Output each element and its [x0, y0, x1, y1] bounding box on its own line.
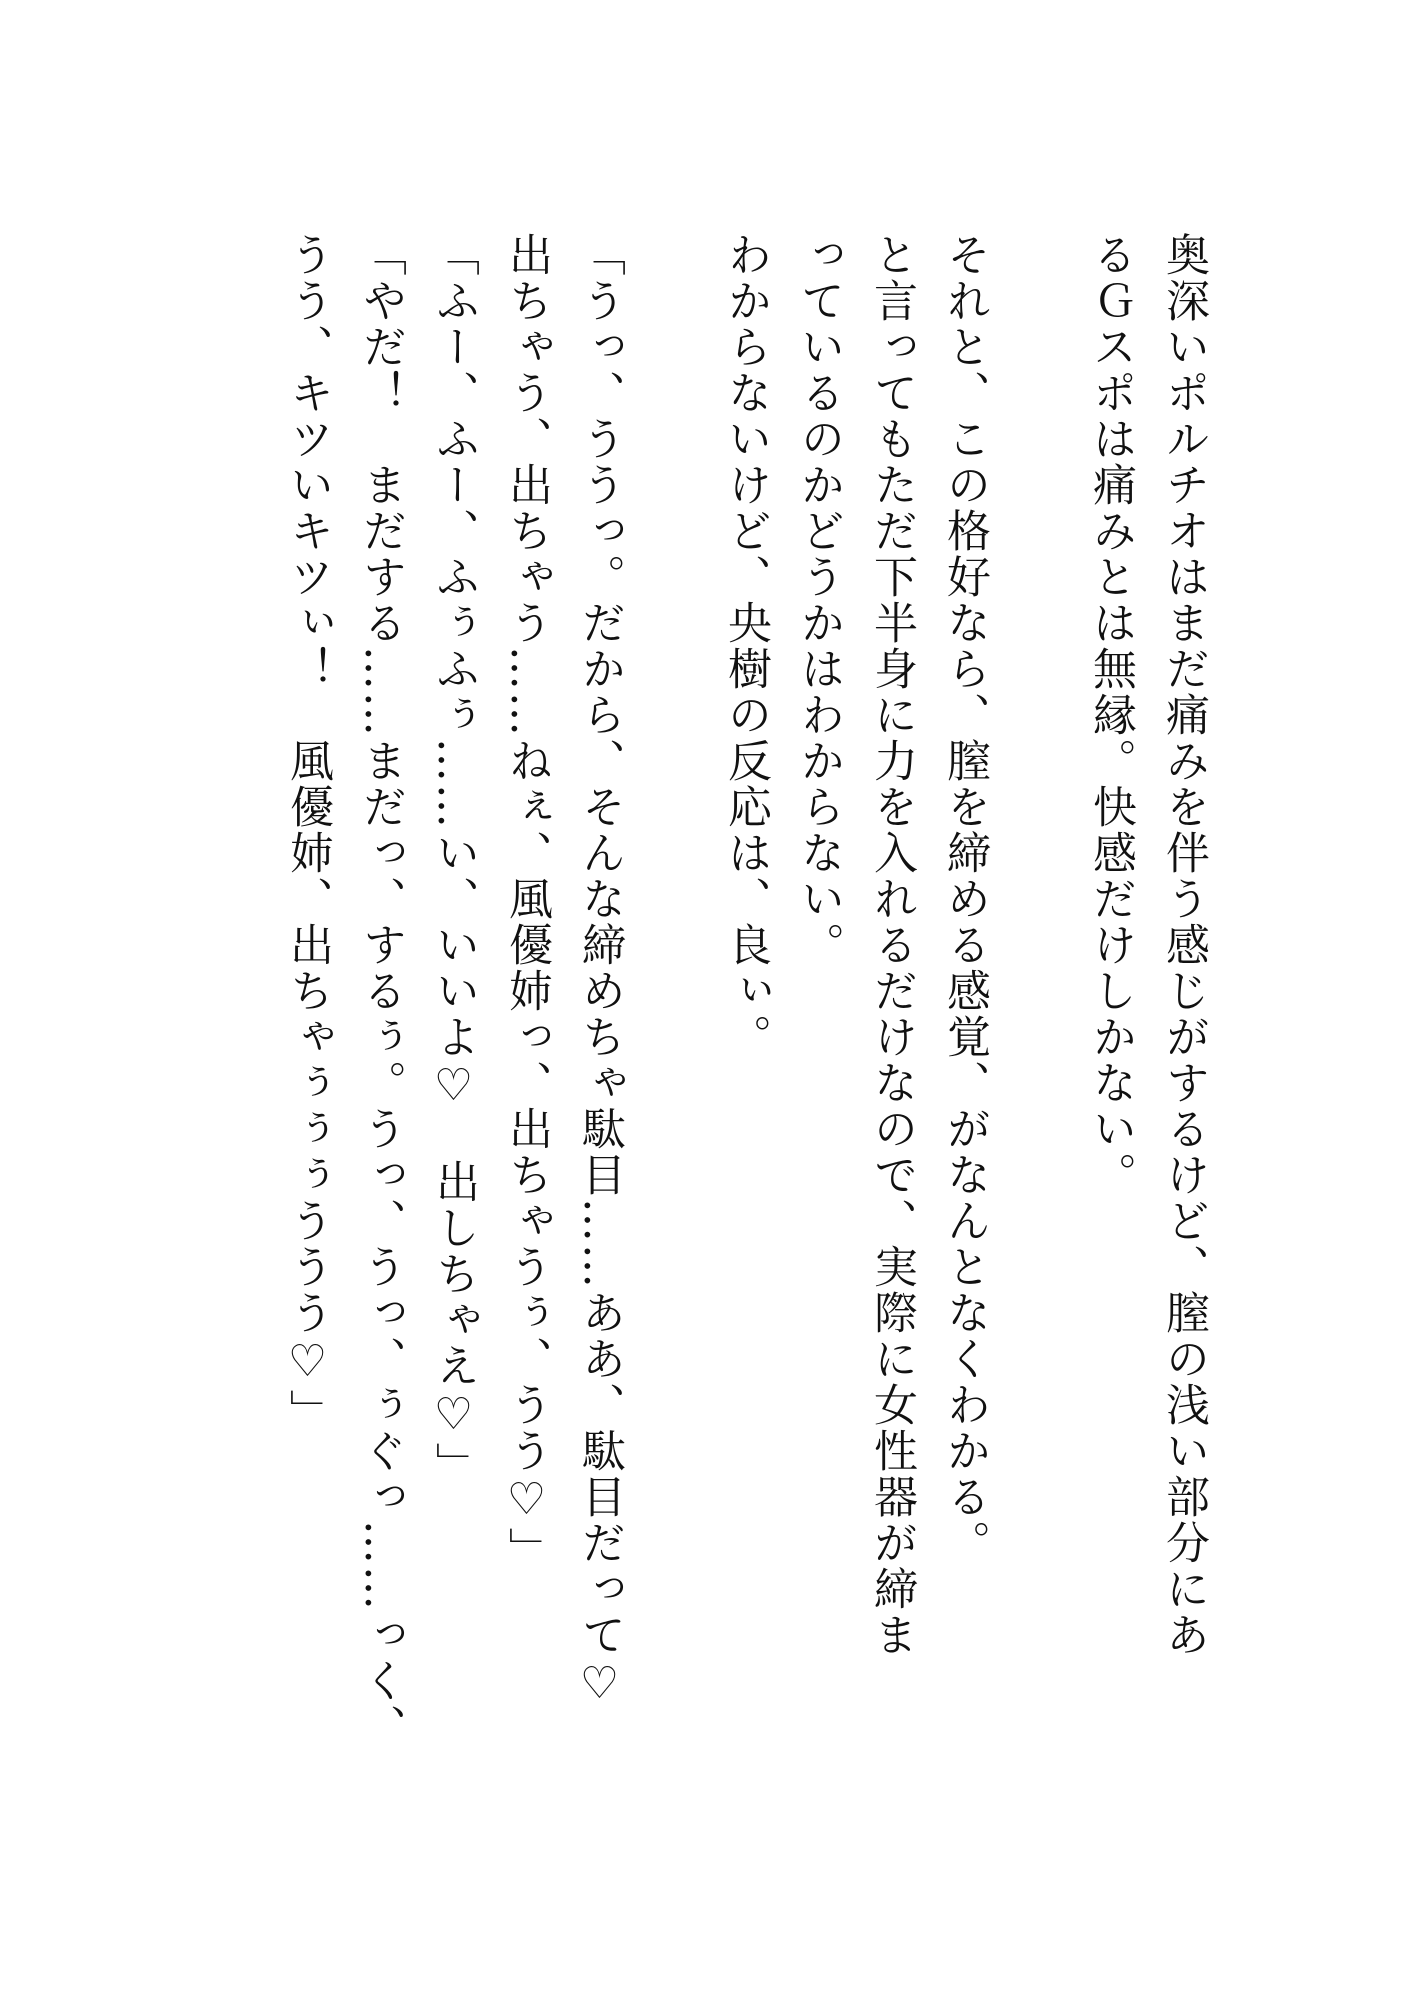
text-line: っているのかどうかはわからない。	[793, 232, 844, 968]
dialogue-line: 「やだ！ まだする……まだっ、するぅ。うっ、うっ、ぅぐっ……っく、	[355, 232, 406, 1750]
dialogue-line: 「うっ、ううっ。だから、そんな締めちゃ駄目……ああ、駄目だって♡	[574, 232, 625, 1711]
dialogue-line: 「ふー、ふー、ふぅふぅ……い、いいよ♡ 出しちゃえ♡」	[428, 232, 479, 1488]
text-line: わからないけど、央樹の反応は、良ぃ。	[720, 232, 771, 1060]
text-line: それと、この格好なら、膣を締める感覚、がなんとなくわかる。	[939, 232, 990, 1566]
paragraph-break	[636, 232, 709, 1912]
text-line: と言ってもただ下半身に力を入れるだけなので、実際に女性器が締ま	[866, 232, 917, 1658]
text-line: るＧスポは痛みとは無縁。快感だけしかない。	[1085, 232, 1136, 1198]
text-line: 奥深いポルチオはまだ痛みを伴う感じがするけど、膣の浅い部分にあ	[1158, 232, 1209, 1658]
dialogue-line: うう、キツいキツぃ！ 風優姉、出ちゃぅぅぅううう♡」	[282, 232, 333, 1435]
paragraph-break	[1001, 232, 1074, 1912]
vertical-text-body	[271, 232, 1220, 1912]
dialogue-line: 出ちゃう、出ちゃう……ねぇ、風優姉っ、出ちゃうぅ、うう♡」	[501, 232, 552, 1573]
